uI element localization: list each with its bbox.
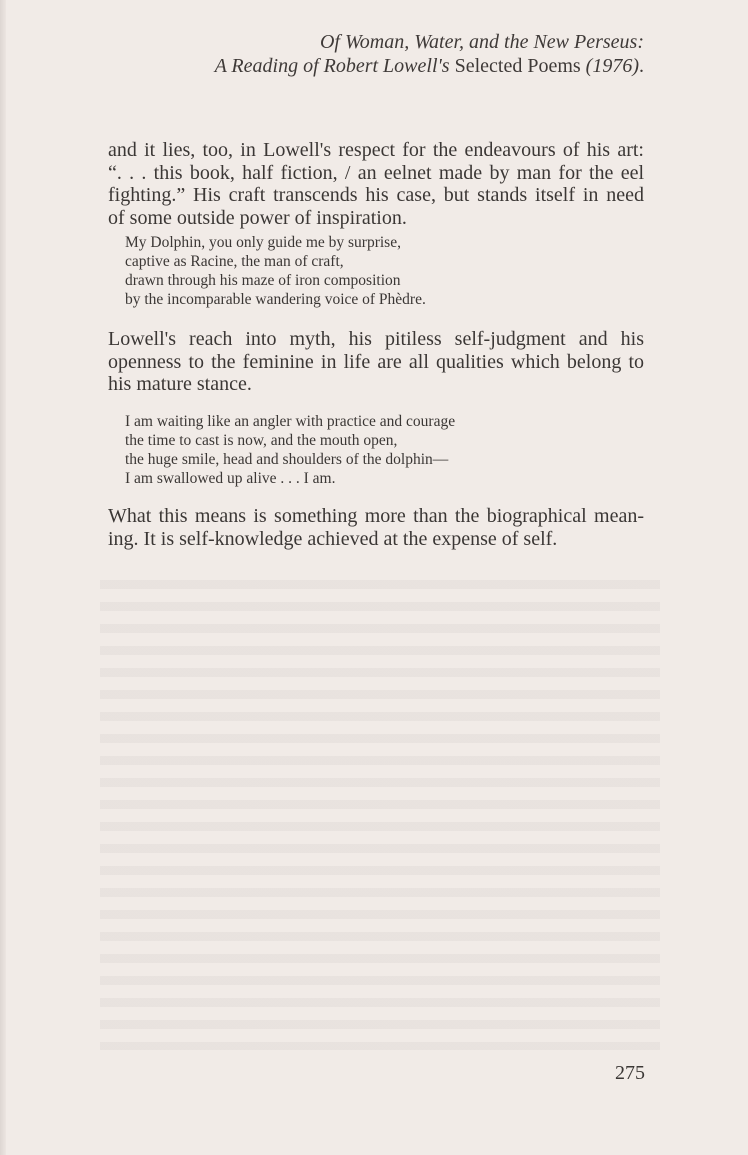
poem-verse: drawn through his maze of iron composition [125, 272, 401, 289]
running-head-line-1 [215, 30, 644, 54]
poem-verse: I am swallowed up alive . . . I am. [125, 470, 336, 487]
paragraph-line: and it lies, too, in Lowell's respect for the endeavours of his art: [108, 139, 644, 161]
paragraph-line: his mature stance. [108, 373, 252, 395]
running-head-year: (1976) [585, 55, 639, 77]
running-head-book-title: Selected Poems [449, 55, 586, 77]
paragraph-line: fighting.” His craft transcends his case, but stands itself in need [108, 184, 644, 206]
poem-verse: the huge smile, head and shoulders of the dolphin— [125, 451, 449, 468]
page-number: 275 [615, 1062, 645, 1084]
running-head-title: Of Woman, Water, and the New Perseus: [319, 31, 644, 53]
running-head [215, 30, 644, 78]
poem-verse: I am waiting like an angler with practice and courage [125, 413, 456, 430]
page-binding-edge [0, 0, 6, 1155]
paragraph-line: What this means is something more than the biographical mean- [108, 505, 644, 527]
poem-verse: captive as Racine, the man of craft, [125, 253, 344, 270]
paragraph-line: of some outside power of inspiration. [108, 206, 407, 229]
poem-quote-2 [125, 412, 455, 488]
paragraph-line: “. . . this book, half fiction, / an eelnet made by man for the eel [108, 161, 644, 184]
running-head-subtitle: A Reading of Robert Lowell's [214, 55, 450, 77]
poem-quote-1 [125, 233, 426, 309]
paragraph-2 [108, 328, 644, 396]
paragraph-line: ing. It is self-knowledge achieved at the expense of self. [108, 527, 558, 550]
paragraph-3 [108, 505, 644, 550]
paragraph-line: openness to the feminine in life are all qualities which belong to [108, 350, 644, 373]
paragraph-1 [108, 139, 644, 229]
poem-verse: My Dolphin, you only guide me by surprise, [125, 234, 401, 251]
bleed-through-text [100, 580, 660, 1050]
poem-verse: the time to cast is now, and the mouth open, [125, 432, 398, 449]
poem-verse: by the incomparable wandering voice of Phèdre. [125, 291, 426, 308]
running-head-period: . [639, 55, 644, 77]
paragraph-line: Lowell's reach into myth, his pitiless self-judgment and his [108, 328, 644, 350]
running-head-line-2 [215, 54, 644, 78]
